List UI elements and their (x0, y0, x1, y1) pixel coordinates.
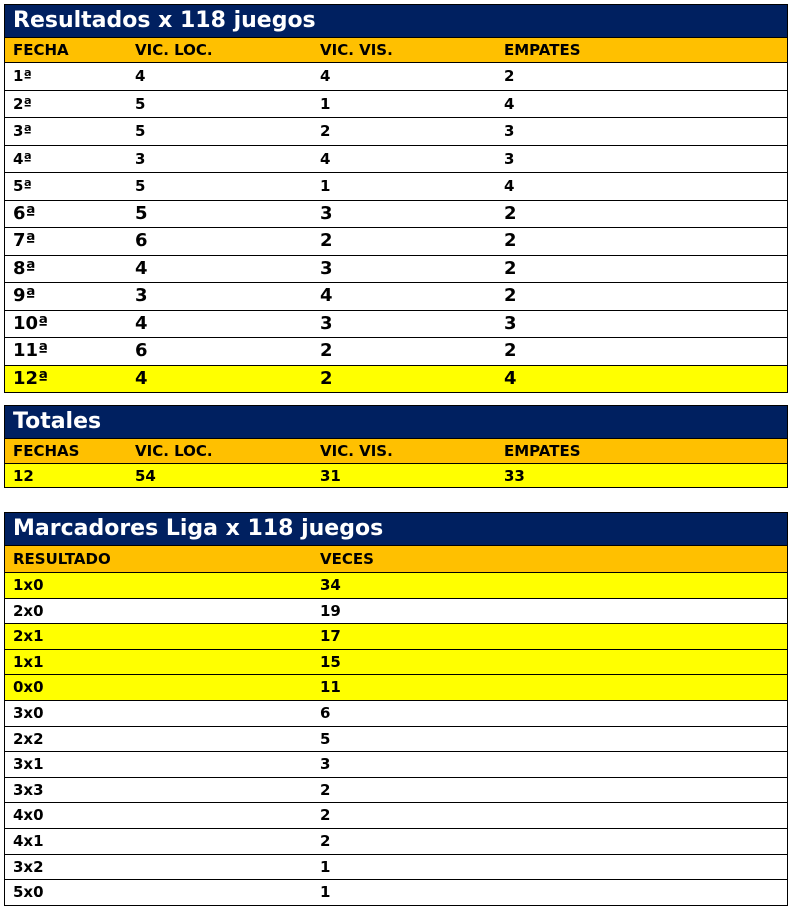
cell-vic-loc: 3 (135, 149, 146, 168)
table-row (5, 751, 787, 777)
cell-resultado: 4x1 (13, 831, 44, 850)
cell-vic-vis: 1 (320, 94, 331, 113)
totales-title: Totales (5, 406, 787, 438)
table-row (5, 310, 787, 338)
marcadores-title: Marcadores Liga x 118 juegos (5, 513, 787, 545)
header-veces: VECES (320, 550, 374, 568)
cell-fecha: 9ª (13, 285, 36, 306)
table-row (5, 90, 787, 118)
cell-veces: 1 (320, 857, 331, 876)
cell-empates: 2 (504, 230, 517, 251)
cell-fecha: 6ª (13, 202, 36, 224)
resultados-header-row (5, 37, 787, 62)
cell-empates: 2 (504, 202, 517, 224)
totales-table (4, 405, 788, 488)
cell-vic-vis: 2 (320, 340, 333, 361)
cell-vic-vis: 3 (320, 202, 333, 224)
table-row (5, 726, 787, 752)
cell-veces: 34 (320, 576, 341, 594)
total-fechas: 12 (13, 467, 34, 485)
header-fechas: FECHAS (13, 442, 80, 460)
table-row (5, 802, 787, 828)
cell-veces: 19 (320, 601, 341, 620)
table-row (5, 598, 787, 624)
cell-veces: 11 (320, 678, 341, 697)
cell-veces: 3 (320, 755, 331, 774)
cell-empates: 3 (504, 122, 515, 140)
total-empates: 33 (504, 467, 525, 485)
table-row (5, 854, 787, 880)
cell-vic-loc: 4 (135, 257, 148, 279)
cell-vic-vis: 1 (320, 177, 331, 195)
header-vic-vis: VIC. VIS. (320, 41, 393, 59)
cell-vic-loc: 4 (135, 67, 146, 85)
cell-empates: 4 (504, 94, 515, 113)
cell-vic-loc: 3 (135, 285, 148, 306)
table-row (5, 145, 787, 173)
cell-resultado: 2x1 (13, 627, 44, 646)
cell-vic-loc: 5 (135, 94, 146, 113)
cell-fecha: 4ª (13, 149, 32, 168)
cell-empates: 4 (504, 367, 517, 389)
total-vic-loc: 54 (135, 467, 156, 485)
table-row (5, 700, 787, 726)
cell-empates: 2 (504, 285, 517, 306)
resultados-rows (5, 62, 787, 392)
cell-vic-loc: 4 (135, 367, 148, 389)
cell-resultado: 4x0 (13, 806, 44, 825)
table-row (5, 200, 787, 228)
totales-header-row (5, 438, 787, 463)
table-row (5, 365, 787, 393)
cell-vic-vis: 2 (320, 122, 331, 140)
header-fecha: FECHA (13, 41, 69, 59)
cell-vic-loc: 4 (135, 312, 148, 334)
cell-fecha: 2ª (13, 94, 32, 113)
cell-vic-vis: 4 (320, 149, 331, 168)
cell-vic-loc: 5 (135, 177, 146, 195)
table-row (5, 62, 787, 90)
table-row (5, 649, 787, 675)
table-row (5, 623, 787, 649)
cell-fecha: 3ª (13, 122, 32, 140)
cell-resultado: 1x0 (13, 576, 44, 594)
table-row (5, 172, 787, 200)
cell-resultado: 5x0 (13, 883, 44, 902)
table-row (5, 282, 787, 310)
cell-veces: 6 (320, 703, 331, 722)
header-resultado: RESULTADO (13, 550, 111, 568)
cell-vic-vis: 2 (320, 230, 333, 251)
cell-veces: 2 (320, 831, 331, 850)
table-row (5, 828, 787, 854)
resultados-title: Resultados x 118 juegos (5, 5, 787, 37)
cell-vic-vis: 2 (320, 367, 333, 389)
cell-empates: 2 (504, 257, 517, 279)
cell-resultado: 1x1 (13, 652, 44, 671)
table-row (5, 777, 787, 803)
cell-fecha: 5ª (13, 177, 32, 195)
cell-fecha: 7ª (13, 230, 36, 251)
header-vic-vis: VIC. VIS. (320, 442, 393, 460)
cell-resultado: 3x0 (13, 703, 44, 722)
total-vic-vis: 31 (320, 467, 341, 485)
cell-vic-vis: 4 (320, 67, 331, 85)
cell-resultado: 2x0 (13, 601, 44, 620)
marcadores-rows (5, 572, 787, 905)
cell-veces: 15 (320, 652, 341, 671)
cell-resultado: 0x0 (13, 678, 44, 697)
table-row (5, 572, 787, 598)
cell-veces: 2 (320, 806, 331, 825)
cell-veces: 2 (320, 780, 331, 799)
cell-empates: 2 (504, 67, 515, 85)
header-empates: EMPATES (504, 442, 581, 460)
header-empates: EMPATES (504, 41, 581, 59)
cell-vic-loc: 5 (135, 202, 148, 224)
cell-resultado: 2x2 (13, 729, 44, 748)
cell-veces: 1 (320, 883, 331, 902)
marcadores-header-row (5, 545, 787, 572)
cell-resultado: 3x2 (13, 857, 44, 876)
cell-empates: 4 (504, 177, 515, 195)
table-row (5, 337, 787, 365)
table-row (5, 255, 787, 283)
resultados-table (4, 4, 788, 393)
table-row (5, 227, 787, 255)
cell-vic-vis: 3 (320, 312, 333, 334)
cell-empates: 3 (504, 312, 517, 334)
cell-fecha: 10ª (13, 312, 49, 334)
cell-empates: 3 (504, 149, 515, 168)
cell-fecha: 12ª (13, 367, 49, 389)
totales-values-row (5, 463, 787, 487)
cell-veces: 5 (320, 729, 331, 748)
cell-fecha: 1ª (13, 67, 32, 85)
cell-vic-loc: 5 (135, 122, 146, 140)
table-row (5, 879, 787, 905)
cell-vic-loc: 6 (135, 340, 148, 361)
table-row (5, 674, 787, 700)
cell-resultado: 3x3 (13, 780, 44, 799)
cell-fecha: 8ª (13, 257, 36, 279)
marcadores-table (4, 512, 788, 906)
table-row (5, 117, 787, 145)
cell-vic-loc: 6 (135, 230, 148, 251)
cell-veces: 17 (320, 627, 341, 646)
cell-fecha: 11ª (13, 340, 49, 361)
cell-vic-vis: 3 (320, 257, 333, 279)
cell-resultado: 3x1 (13, 755, 44, 774)
cell-empates: 2 (504, 340, 517, 361)
header-vic-loc: VIC. LOC. (135, 41, 213, 59)
header-vic-loc: VIC. LOC. (135, 442, 213, 460)
cell-vic-vis: 4 (320, 285, 333, 306)
